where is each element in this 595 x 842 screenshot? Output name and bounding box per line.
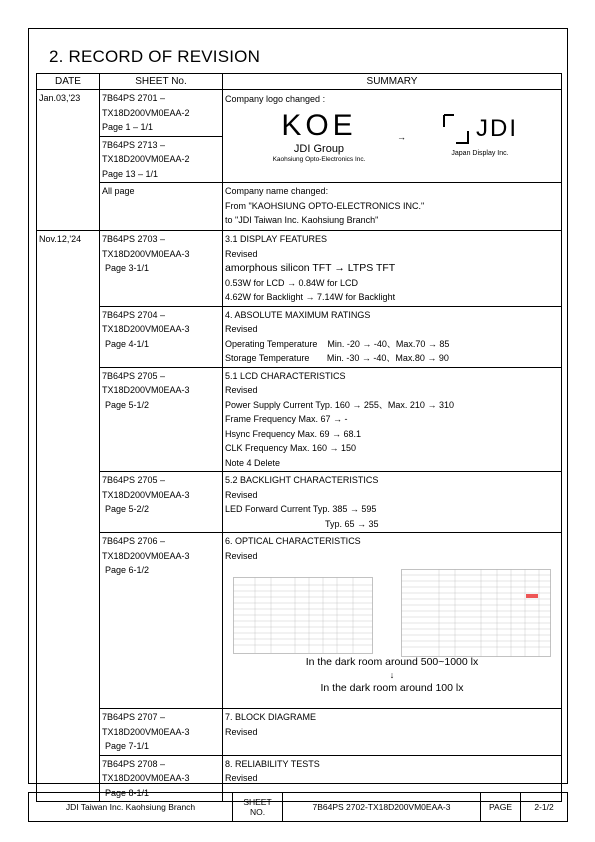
jdi-mark-icon <box>442 113 470 145</box>
table-row <box>37 709 562 756</box>
summary-cell: 8. RELIABILITY TESTS Revised <box>223 755 562 802</box>
table-row <box>37 367 562 472</box>
header-summary: SUMMARY <box>223 74 562 90</box>
logo-change-summary: Company logo changed : KOE JDI Group Kaohsiung Opto-Electronics Inc. → JDI Japan Display Inc. <box>223 90 562 183</box>
summary-cell: 4. ABSOLUTE MAXIMUM RATINGS Revised Operating Temperature Min. -20 → -40、Max.70 → 85 Storage Temperature Min. -30 → -40、Max.80 → 90 <box>223 306 562 367</box>
header-date: DATE <box>37 74 100 90</box>
footer-document-number: 7B64PS 2702-TX18D200VM0EAA-3 <box>283 793 481 821</box>
footer-company: JDI Taiwan Inc. Kaohsiung Branch <box>29 793 233 821</box>
summary-cell: 3.1 DISPLAY FEATURES Revised amorphous silicon TFT → LTPS TFT 0.53W for LCD → 0.84W for LCD 4.62W for Backlight → 7.14W for Backlight <box>223 231 562 307</box>
table-row <box>37 472 562 533</box>
footer-sheet-label: SHEET NO. <box>233 793 283 821</box>
header-sheet: SHEET No. <box>100 74 223 90</box>
table-row <box>37 533 562 709</box>
summary-cell: 5.1 LCD CHARACTERISTICS Revised Power Supply Current Typ. 160 → 255、Max. 210 → 310 Frame Frequency Max. 67 → - Hsync Frequency Max. 69 → 68.1 CLK Frequency Max. 160 → 150 Note 4 Delete <box>223 367 562 472</box>
sheet-cell: 7B64PS 2707 – TX18D200VM0EAA-3 Page 7-1/1 <box>100 709 223 756</box>
footer-page-label: PAGE <box>481 793 521 821</box>
sheet-cell: 7B64PS 2705 – TX18D200VM0EAA-3 Page 5-2/2 <box>100 472 223 533</box>
table-row <box>37 90 562 137</box>
page-title: 2. RECORD OF REVISION <box>49 47 261 66</box>
sheet-cell: 7B64PS 2704 – TX18D200VM0EAA-3 Page 4-1/1 <box>100 306 223 367</box>
sheet-cell: 7B64PS 2705 – TX18D200VM0EAA-3 Page 5-1/2 <box>100 367 223 472</box>
table-row <box>37 183 562 231</box>
summary-cell: 7. BLOCK DIAGRAME Revised <box>223 709 562 756</box>
table-row <box>37 231 562 307</box>
koe-logo: KOE JDI Group Kaohsiung Opto-Electronics Inc. <box>272 109 366 163</box>
revision-date: Nov.12,'24 <box>37 231 100 802</box>
footer-page-number: 2-1/2 <box>534 802 554 812</box>
name-change-summary: Company name changed: From "KAOHSIUNG OPTO-ELECTRONICS INC." to "JDI Taiwan Inc. Kaohsiung Branch" <box>223 183 562 231</box>
optical-tables-image <box>225 563 559 653</box>
sheet-cell: All page <box>100 183 223 231</box>
sheet-cell: 7B64PS 2706 – TX18D200VM0EAA-3 Page 6-1/2 <box>100 533 223 709</box>
revision-table <box>36 73 562 802</box>
document-frame <box>28 28 568 798</box>
header-row <box>37 74 562 90</box>
arrow-icon: → <box>397 132 406 143</box>
sheet-cell: 7B64PS 2713 – TX18D200VM0EAA-2 Page 13 – 1/1 <box>100 136 223 183</box>
summary-cell: 5.2 BACKLIGHT CHARACTERISTICS Revised LED Forward Current Typ. 385 → 595 Typ. 65 → 35 <box>223 472 562 533</box>
table-row <box>37 306 562 367</box>
revision-date: Jan.03,'23 <box>37 90 100 231</box>
summary-cell: 6. OPTICAL CHARACTERISTICS Revised In the dark room around 500~1000 lx ↓ In the dark room around 100 lx <box>223 533 562 709</box>
jdi-logo: JDI Japan Display Inc. <box>430 113 530 162</box>
optical-table-old-image <box>233 569 373 657</box>
page-footer <box>28 792 568 822</box>
sheet-cell: 7B64PS 2708 – TX18D200VM0EAA-3 Page 8-1/1 <box>100 755 223 802</box>
optical-table-new-image <box>401 569 551 657</box>
sheet-cell: 7B64PS 2703 – TX18D200VM0EAA-3 Page 3-1/1 <box>100 231 223 307</box>
down-arrow-icon: ↓ <box>389 669 395 680</box>
sheet-cell: 7B64PS 2701 – TX18D200VM0EAA-2 Page 1 – 1/1 <box>100 90 223 137</box>
